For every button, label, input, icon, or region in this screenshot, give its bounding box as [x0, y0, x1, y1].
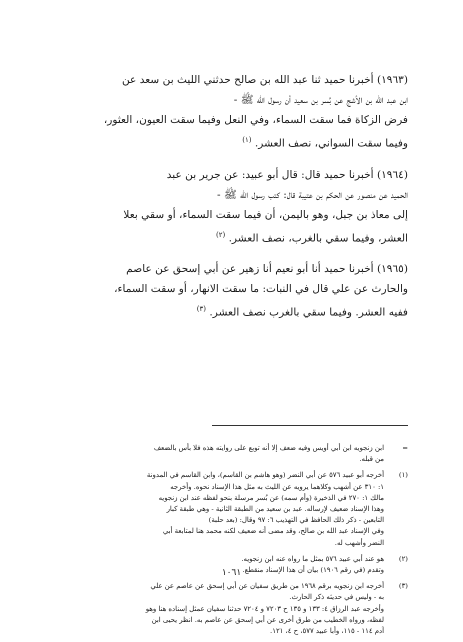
footnote-line: وهذا الإسناد ضعيف لإرساله. عبد بن سعيد من الطبقة الثانية - وهي طبقة كبار	[166, 505, 384, 514]
text-line: (١٩٦٥) أخبرنا حميد أنا أبو نعيم أنا زهير عن أبي إسحق عن عاصم	[126, 263, 408, 276]
footnote-line: من قبله.	[359, 455, 384, 464]
text-line: ابن عبد الله بن الأشج عن بُسر بن سعيد أن رسول الله ﷺ -	[233, 94, 408, 106]
text-line: (١٩٦٣) أخبرنا حميد ثنا عبد الله بن صالح حدثني الليث بن سعد عن	[121, 74, 408, 86]
footnote-line: هو عند أبي عبيد ٥٧٦ بمثل ما رواه عنه ابن زنجويه.	[241, 554, 384, 563]
footnote-line: النضر وأشهب له.	[334, 538, 384, 547]
text-line: الحميد عن منصور عن الحكم بن عتيبة قال: كتب رسول الله ﷺ -	[217, 188, 408, 201]
footnote-marker: (١)	[242, 136, 252, 144]
footnote	[44, 470, 408, 548]
text-line	[60, 299, 408, 323]
footnote-body	[44, 443, 384, 465]
text-line-content: العشر، وفيما سقي بالغرب، نصف العشر.	[228, 232, 408, 245]
hadith-paragraph	[60, 259, 408, 323]
footnote	[44, 443, 408, 465]
text-line	[60, 130, 408, 154]
footnote-body	[44, 470, 384, 548]
footnote-number: =	[402, 444, 408, 452]
footnote-line: مالك ١: ٢٧٠ في الذخيرة (وأم سمه) عن بُسر مرسلة بنحو لفظه عند ابن زنجويه	[158, 493, 384, 502]
footnote-line: ١: ٣١٠ عن أشهب وكلاهما يرويه عن الليث به مثل هذا الإسناد نحوه. وأخرجه	[170, 482, 384, 491]
footnote-marker: (٢)	[215, 230, 226, 239]
footnote-line: وتقدم (في رقم ١٩٠٦) بيان أن هذا الإسناد منقطع.	[242, 566, 384, 575]
footnote-body	[44, 581, 384, 637]
hadith-paragraph	[60, 70, 408, 154]
footnote-line: به - وليس في حديثه ذكر الحارث.	[289, 593, 384, 602]
footnote-number: (٣)	[398, 582, 408, 591]
footnote-line: أخرجه ابن زنجويه برقم ١٩٦٨ من طريق سفيان عن أبي إسحق عن عاصم عن علي	[150, 582, 384, 591]
text-line: فرض الزكاة فما سقت السماء، وفي النعل وفيما سقت العيون، العثور،	[103, 114, 408, 126]
footnote-line: التابعين - ذكر ذلك الحافظ في التهذيب ٦: ٩٧ وقال: (بعد حلبة)	[208, 516, 384, 525]
text-line-content: وفيما سقت السواني، نصف العشر.	[254, 137, 408, 150]
footnote-divider	[212, 425, 408, 426]
footnote-line: آدم ١١٤ - ١١٥، وأبا عبيد ٥٧٧، ح ٤، ١٢١.	[270, 627, 384, 636]
footnote-line: أخرجه أبو عبيد ٥٧٦ عن أبي النضر (وهو هاشم بن القاسم)، وابن القاسم في المدونة	[146, 471, 384, 480]
hadith-paragraph	[60, 165, 408, 249]
text-line: (١٩٦٤) أخبرنا حميد قال: قال أبو عبيد: عن جرير بن عبد	[166, 168, 408, 181]
footnote-number: (٢)	[398, 554, 408, 563]
footnote	[44, 581, 408, 637]
footnote-number: (١)	[398, 471, 408, 480]
main-text	[60, 70, 408, 334]
footnote-line: وأخرجه عبد الرزاق ٤: ١٣٣ و ١٣٥ ح ٧٢٠٣ و ٧٢٠٤ حدثنا سفيان عمثل إسناده هنا وهو	[145, 604, 384, 613]
text-line: والحارث عن علي قال في النبات: ما سقت الانهار، أو سقت السماء،	[114, 283, 408, 296]
text-line-content: ففيه العشر. وفيما سقي بالغرب نصف العشر.	[209, 306, 408, 319]
footnote-line: ابن زنجويه ابن أبي أويس وفيه ضعف إلا أنه توبع على روايته هذه فلا بأس بالضعف	[153, 444, 384, 452]
text-line	[60, 225, 408, 249]
footnotes	[44, 443, 408, 642]
footnote-line: لفظه، ورواه الخطيب من طرق أخرى عن أبي إسحق عن عاصم به. انظر يحيى ابن	[151, 615, 384, 624]
text-line: إلى معاذ بن جبل، وهو باليمن، أن فيما سقت السماء، أو سقي بعلا	[123, 208, 408, 221]
page-number: ١٠٦١	[221, 568, 242, 578]
footnote-marker: (٣)	[196, 305, 206, 314]
footnote-line: وفي الإسناد عبد الله بن صالح، وقد مضى أنه ضعيف لكنه محمد هنا لمتابعة أبي	[162, 527, 384, 536]
